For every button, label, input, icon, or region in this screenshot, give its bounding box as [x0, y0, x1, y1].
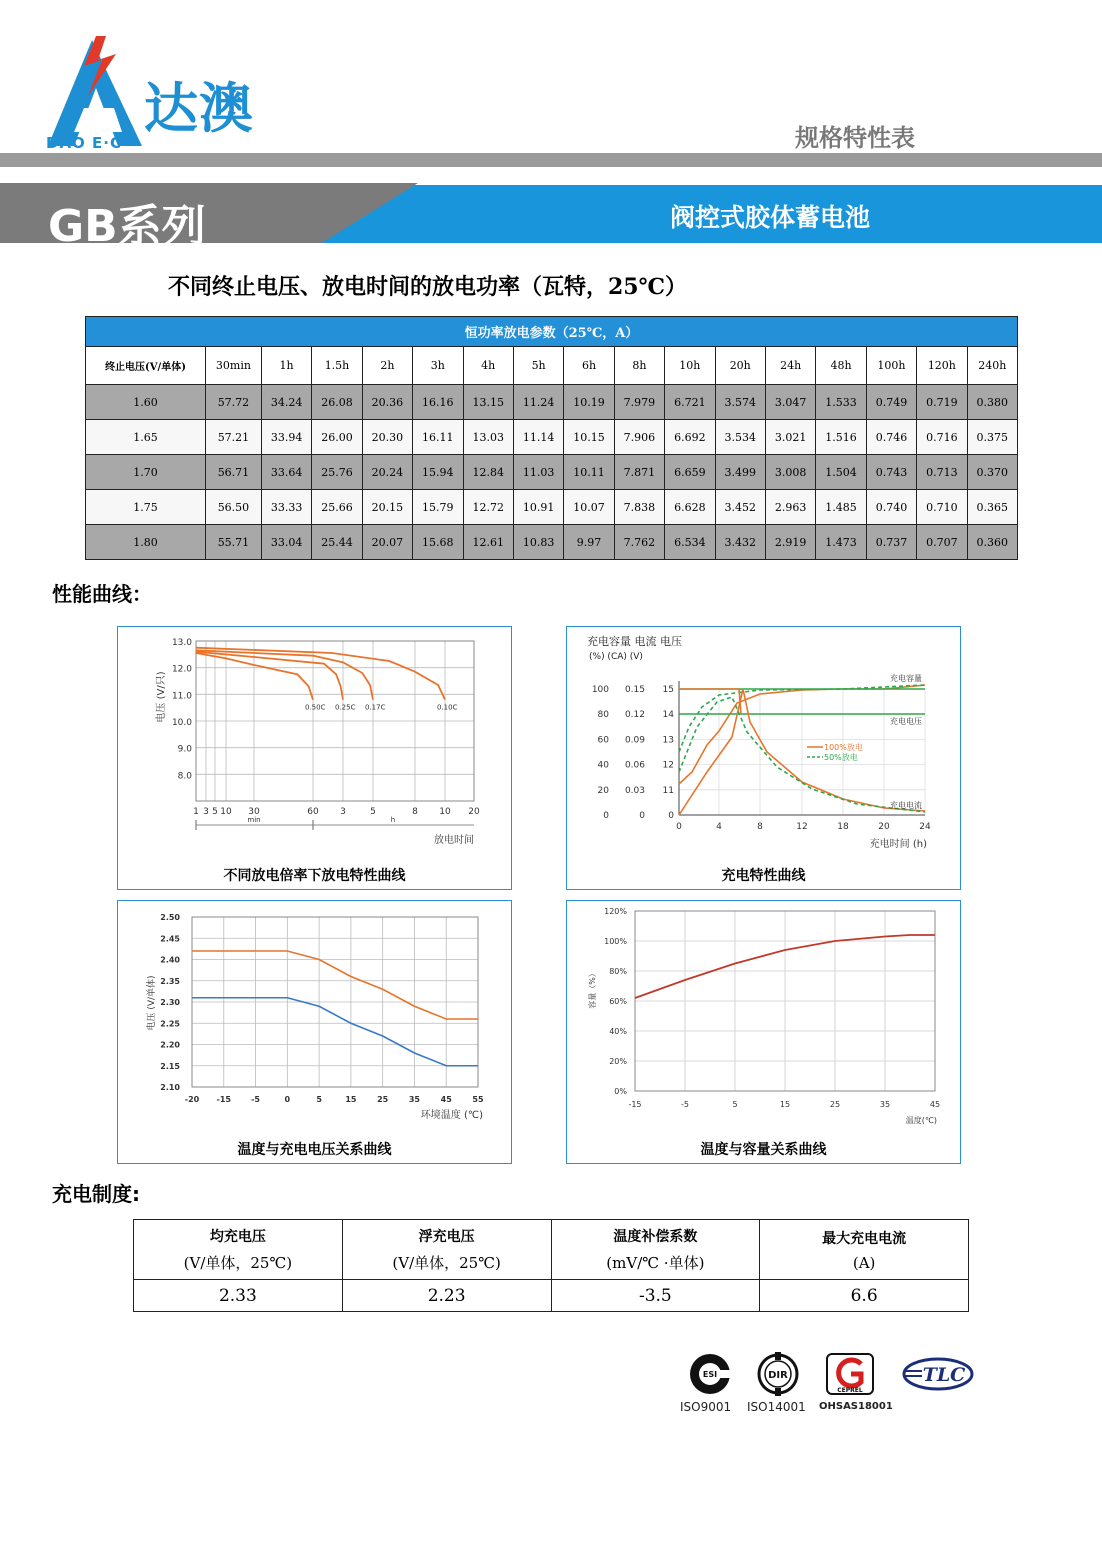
y-tick-capacity: 20	[597, 785, 609, 796]
temp-voltage-caption: 温度与充电电压关系曲线	[237, 1142, 392, 1158]
temp-voltage-chart	[118, 901, 513, 1165]
y-tick-label: 8.0	[177, 771, 192, 782]
y-tick-current: 0.06	[624, 760, 645, 771]
brand-name-en: DAO E·C	[46, 134, 122, 152]
value-cell: 10.11	[564, 455, 614, 490]
value-cell: 25.66	[312, 490, 362, 525]
x-tick-label: 60	[307, 807, 319, 817]
column-header: 24h	[765, 347, 815, 385]
y-tick-voltage: 0	[668, 811, 674, 821]
x-tick-label: 3	[203, 807, 209, 817]
curve-label-current: 充电电流	[890, 801, 922, 810]
discharge-chart	[118, 627, 513, 891]
x-tick-label: 30	[248, 807, 260, 817]
legend-label: 50%放电	[824, 753, 858, 762]
x-tick-label: 55	[472, 1095, 484, 1104]
x-axis-label: 充电时间 (h)	[869, 839, 927, 850]
x-tick-label: 4	[716, 822, 722, 832]
cert-label-ohsas18001: OHSAS18001	[819, 1401, 893, 1412]
curves-section-title: 性能曲线：	[52, 582, 152, 606]
y-tick-label: 11.0	[171, 691, 192, 702]
x-tick-label: 35	[408, 1095, 421, 1104]
brand-name-cn: 达澳	[144, 77, 254, 140]
header-unit: (mV/℃ ·单体)	[606, 1254, 705, 1272]
x-tick-label: -5	[251, 1095, 261, 1104]
value-cell: 0.365	[967, 490, 1017, 525]
temp-capacity-caption: 温度与容量关系曲线	[700, 1142, 827, 1158]
discharge-curve-line	[196, 652, 343, 700]
x-tick-label: 0	[284, 1095, 291, 1104]
value-cell: 20.15	[362, 490, 412, 525]
value-cell: 6.721	[665, 385, 715, 420]
header-name: 浮充电压	[418, 1229, 475, 1245]
discharge-curve-line	[196, 653, 313, 700]
value-cell: 34.24	[261, 385, 311, 420]
voltage-curve-line	[192, 998, 478, 1066]
value-cell: 12.61	[463, 525, 513, 560]
value-cell: 10.83	[513, 525, 563, 560]
column-header: 5h	[513, 347, 563, 385]
voltage-cell: 1.70	[86, 455, 206, 490]
y-tick-current: 0.12	[624, 710, 645, 721]
power-table-title: 不同终止电压、放电时间的放电功率（瓦特，25℃）	[168, 274, 687, 300]
y-tick-label: 9.0	[177, 744, 192, 755]
temp-capacity-chart	[567, 901, 962, 1165]
charge-chart	[567, 627, 962, 891]
y-tick-label: 2.15	[160, 1061, 180, 1071]
header-name: 温度补偿系数	[613, 1229, 698, 1245]
x-tick-label: 35	[879, 1100, 891, 1109]
y-tick-label: 10.0	[171, 718, 192, 728]
temp-capacity-figure	[566, 900, 961, 1164]
esi-text: ESI	[702, 1370, 718, 1379]
value-cell: 2.963	[765, 490, 815, 525]
y-tick-label: 2.40	[160, 955, 180, 965]
value-cell: 0.370	[967, 455, 1017, 490]
x-unit-h: h	[390, 816, 396, 824]
y-tick-voltage: 14	[662, 710, 674, 721]
value-cell: 0.713	[917, 455, 967, 490]
value-cell: 0.716	[917, 420, 967, 455]
charge-header-cell	[551, 1220, 760, 1280]
table-row	[86, 420, 1018, 455]
column-header: 48h	[816, 347, 866, 385]
x-tick-label: 10	[220, 807, 232, 817]
value-cell: 15.94	[413, 455, 463, 490]
x-tick-label: 15	[345, 1095, 357, 1104]
value-cell: 10.15	[564, 420, 614, 455]
x-tick-label: 0	[676, 822, 682, 832]
x-unit-min: min	[247, 816, 261, 824]
charge-header-cell	[342, 1220, 551, 1280]
dir-logo-icon	[755, 1352, 801, 1396]
header-divider	[0, 153, 1102, 167]
y-tick-label: 2.30	[160, 998, 180, 1007]
y-axis-label: 电压 (V/只)	[156, 671, 167, 723]
value-cell: 16.16	[413, 385, 463, 420]
curve-label-capacity: 充电容量	[890, 674, 922, 683]
curve-label: 0.10C	[437, 703, 458, 712]
column-header: 3h	[413, 347, 463, 385]
x-tick-label: 5	[212, 807, 218, 817]
voltage-cell: 1.75	[86, 490, 206, 525]
x-tick-label: 24	[919, 822, 931, 832]
sheet-type-label: 规格特性表	[795, 124, 915, 152]
charge-section-title: 充电制度:	[52, 1182, 140, 1206]
value-cell: 1.473	[816, 525, 866, 560]
value-cell: 33.33	[261, 490, 311, 525]
column-header: 2h	[362, 347, 412, 385]
charge-table	[133, 1219, 969, 1312]
y-axis-label: 容量（%）	[588, 969, 597, 1009]
value-cell: 7.906	[614, 420, 664, 455]
voltage-curve-line	[192, 951, 478, 1019]
power-table	[85, 316, 1018, 560]
value-cell: 0.380	[967, 385, 1017, 420]
value-cell: 10.07	[564, 490, 614, 525]
x-tick-label: 12	[796, 822, 808, 832]
x-tick-label: -15	[628, 1100, 642, 1109]
value-cell: 3.008	[765, 455, 815, 490]
header-name: 最大充电电流	[822, 1230, 907, 1247]
y-tick-label: 2.35	[160, 976, 180, 986]
product-title: 阀控式胶体蓄电池	[670, 203, 871, 232]
value-cell: 2.919	[765, 525, 815, 560]
y-tick-label: 20%	[609, 1057, 627, 1066]
x-tick-label: 5	[316, 1095, 322, 1104]
x-tick-label: 10	[439, 807, 451, 817]
y-tick-current: 0.09	[624, 735, 645, 746]
value-cell: 13.15	[463, 385, 513, 420]
tlc-logo-icon	[902, 1356, 974, 1392]
value-cell: 0.749	[866, 385, 916, 420]
value-cell: 3.432	[715, 525, 765, 560]
value-cell: 20.30	[362, 420, 412, 455]
cert-label-iso14001: ISO14001	[747, 1400, 806, 1414]
dir-text: DIR	[768, 1370, 788, 1381]
value-cell: 0.719	[917, 385, 967, 420]
value-cell: 33.04	[261, 525, 311, 560]
charge-curve-figure	[566, 626, 961, 890]
value-cell: 3.499	[715, 455, 765, 490]
y-tick-label: 0%	[614, 1087, 627, 1096]
y-tick-label: 2.10	[160, 1083, 180, 1092]
x-tick-label: 25	[377, 1095, 389, 1104]
x-tick-label: -15	[216, 1095, 232, 1104]
charge-chart-caption: 充电特性曲线	[721, 868, 806, 884]
y-tick-label: 2.50	[160, 913, 180, 922]
esi-logo-icon	[688, 1352, 732, 1396]
value-cell: 57.21	[206, 420, 262, 455]
x-tick-label: 8	[412, 807, 418, 817]
curve-label: 0.17C	[365, 703, 386, 712]
cert-label-iso9001: ISO9001	[680, 1400, 732, 1414]
header-name: 均充电压	[209, 1229, 266, 1245]
table-row	[86, 385, 1018, 420]
discharge-curve-figure	[117, 626, 512, 890]
table-caption: 恒功率放电参数（25℃，A）	[86, 317, 1018, 347]
column-header: 8h	[614, 347, 664, 385]
value-cell: 1.504	[816, 455, 866, 490]
curve-label-voltage: 充电电压	[890, 717, 922, 726]
value-cell: 33.94	[261, 420, 311, 455]
value-cell: 6.692	[665, 420, 715, 455]
x-axis-label: 温度(℃)	[905, 1116, 937, 1125]
value-cell: 12.84	[463, 455, 513, 490]
y-tick-label: 2.45	[160, 934, 180, 944]
y-tick-voltage: 11	[662, 785, 674, 796]
value-cell: 6.534	[665, 525, 715, 560]
value-cell: 0.375	[967, 420, 1017, 455]
row-header-label: 终止电压(V/单体)	[86, 347, 206, 385]
x-axis-label: 环境温度 (℃)	[420, 1110, 483, 1121]
x-tick-label: 3	[340, 807, 346, 817]
column-header: 6h	[564, 347, 614, 385]
x-tick-label: 8	[757, 822, 763, 832]
value-cell: 15.79	[413, 490, 463, 525]
table-header-row	[86, 347, 1018, 385]
value-cell: 1.516	[816, 420, 866, 455]
y-tick-voltage: 13	[662, 735, 674, 746]
value-cell: 7.762	[614, 525, 664, 560]
value-cell: 0.360	[967, 525, 1017, 560]
value-cell: 6.659	[665, 455, 715, 490]
column-header: 30min	[206, 347, 262, 385]
value-cell: 25.76	[312, 455, 362, 490]
x-tick-label: 5	[732, 1100, 738, 1109]
y-tick-label: 120%	[604, 907, 627, 916]
y-tick-current: 0	[639, 811, 645, 821]
column-header: 240h	[967, 347, 1017, 385]
value-cell: 9.97	[564, 525, 614, 560]
y-tick-voltage: 15	[662, 685, 674, 695]
value-cell: 3.574	[715, 385, 765, 420]
value-cell: 11.14	[513, 420, 563, 455]
voltage-cell: 1.60	[86, 385, 206, 420]
y-axis-title: 充电容量 电流 电压	[587, 635, 682, 648]
logo-icon	[44, 36, 144, 146]
voltage-cell: 1.65	[86, 420, 206, 455]
value-cell: 0.737	[866, 525, 916, 560]
value-cell: 11.03	[513, 455, 563, 490]
brand-logo	[44, 36, 279, 151]
column-header: 10h	[665, 347, 715, 385]
tlc-text: TLC	[922, 1364, 966, 1386]
value-cell: 1.533	[816, 385, 866, 420]
y-tick-current: 0.03	[624, 785, 645, 796]
column-header: 120h	[917, 347, 967, 385]
x-tick-label: 20	[468, 807, 480, 817]
value-cell: 7.979	[614, 385, 664, 420]
column-header: 1h	[261, 347, 311, 385]
value-cell: 20.24	[362, 455, 412, 490]
charge-header-cell	[760, 1220, 969, 1280]
table-row	[86, 455, 1018, 490]
curve-label: 0.25C	[335, 703, 356, 712]
value-cell: 6.628	[665, 490, 715, 525]
value-cell: 16.11	[413, 420, 463, 455]
column-header: 20h	[715, 347, 765, 385]
y-tick-current: 0.15	[624, 685, 645, 695]
value-cell: 25.44	[312, 525, 362, 560]
y-tick-label: 12.0	[171, 664, 192, 675]
y-tick-capacity: 60	[597, 735, 609, 746]
charge-value-cell: 6.6	[760, 1280, 969, 1312]
x-tick-label: 20	[878, 822, 890, 832]
voltage-cell: 1.80	[86, 525, 206, 560]
value-cell: 56.71	[206, 455, 262, 490]
table-row	[86, 490, 1018, 525]
curve-label: 0.50C	[305, 703, 326, 712]
value-cell: 10.19	[564, 385, 614, 420]
value-cell: 20.07	[362, 525, 412, 560]
column-header: 4h	[463, 347, 513, 385]
value-cell: 26.08	[312, 385, 362, 420]
y-axis-units: (%) (CA) (V)	[589, 652, 643, 662]
discharge-chart-caption: 不同放电倍率下放电特性曲线	[223, 868, 406, 884]
charge-value-cell: -3.5	[551, 1280, 760, 1312]
x-tick-label: -20	[184, 1095, 200, 1104]
column-header: 1.5h	[312, 347, 362, 385]
value-cell: 57.72	[206, 385, 262, 420]
value-cell: 0.740	[866, 490, 916, 525]
value-cell: 7.871	[614, 455, 664, 490]
x-tick-label: 45	[440, 1095, 452, 1104]
charge-header-cell	[134, 1220, 343, 1280]
x-tick-label: 45	[929, 1100, 941, 1109]
value-cell: 20.36	[362, 385, 412, 420]
value-cell: 12.72	[463, 490, 513, 525]
x-tick-label: -5	[681, 1100, 689, 1109]
x-tick-label: 1	[193, 807, 199, 817]
temp-voltage-figure	[117, 900, 512, 1164]
series-banner	[0, 183, 1102, 252]
value-cell: 3.047	[765, 385, 815, 420]
y-axis-label: 电压 (V/单体)	[147, 975, 157, 1031]
y-tick-voltage: 12	[662, 760, 674, 771]
value-cell: 56.50	[206, 490, 262, 525]
y-tick-label: 40%	[609, 1027, 627, 1036]
x-axis-label: 放电时间	[434, 835, 474, 846]
column-header: 100h	[866, 347, 916, 385]
ceprel-text: CEPREL	[837, 1387, 863, 1394]
value-cell: 55.71	[206, 525, 262, 560]
x-tick-label: 25	[829, 1100, 841, 1109]
x-tick-label: 18	[837, 822, 849, 832]
value-cell: 0.746	[866, 420, 916, 455]
value-cell: 1.485	[816, 490, 866, 525]
value-cell: 15.68	[413, 525, 463, 560]
charge-value-cell: 2.23	[342, 1280, 551, 1312]
y-tick-label: 100%	[604, 937, 627, 946]
value-cell: 3.021	[765, 420, 815, 455]
value-cell: 0.743	[866, 455, 916, 490]
value-cell: 10.91	[513, 490, 563, 525]
value-cell: 13.03	[463, 420, 513, 455]
y-tick-label: 60%	[609, 997, 627, 1006]
value-cell: 11.24	[513, 385, 563, 420]
value-cell: 0.710	[917, 490, 967, 525]
value-cell: 3.452	[715, 490, 765, 525]
ceprel-logo-icon	[825, 1352, 875, 1396]
value-cell: 33.64	[261, 455, 311, 490]
value-cell: 26.00	[312, 420, 362, 455]
y-tick-label: 2.20	[160, 1040, 180, 1050]
y-tick-capacity: 0	[603, 811, 609, 821]
y-tick-capacity: 40	[597, 760, 609, 771]
y-tick-label: 2.25	[160, 1019, 180, 1029]
charge-value-cell: 2.33	[134, 1280, 343, 1312]
legend-label: 100%放电	[824, 743, 863, 752]
x-tick-label: 15	[779, 1100, 791, 1109]
y-tick-capacity: 80	[597, 710, 609, 721]
header-unit: (V/单体，25℃)	[183, 1254, 293, 1272]
table-row	[86, 525, 1018, 560]
y-tick-label: 80%	[609, 967, 627, 976]
series-title: GB系列	[48, 201, 206, 252]
value-cell: 7.838	[614, 490, 664, 525]
value-cell: 0.707	[917, 525, 967, 560]
y-tick-label: 13.0	[171, 638, 192, 648]
certifications	[680, 1352, 980, 1422]
x-tick-label: 5	[370, 807, 376, 817]
table-caption-row	[86, 317, 1018, 347]
y-tick-capacity: 100	[591, 685, 609, 695]
header-unit: (V/单体，25℃)	[392, 1254, 501, 1272]
value-cell: 3.534	[715, 420, 765, 455]
header-unit: (A)	[852, 1253, 876, 1272]
